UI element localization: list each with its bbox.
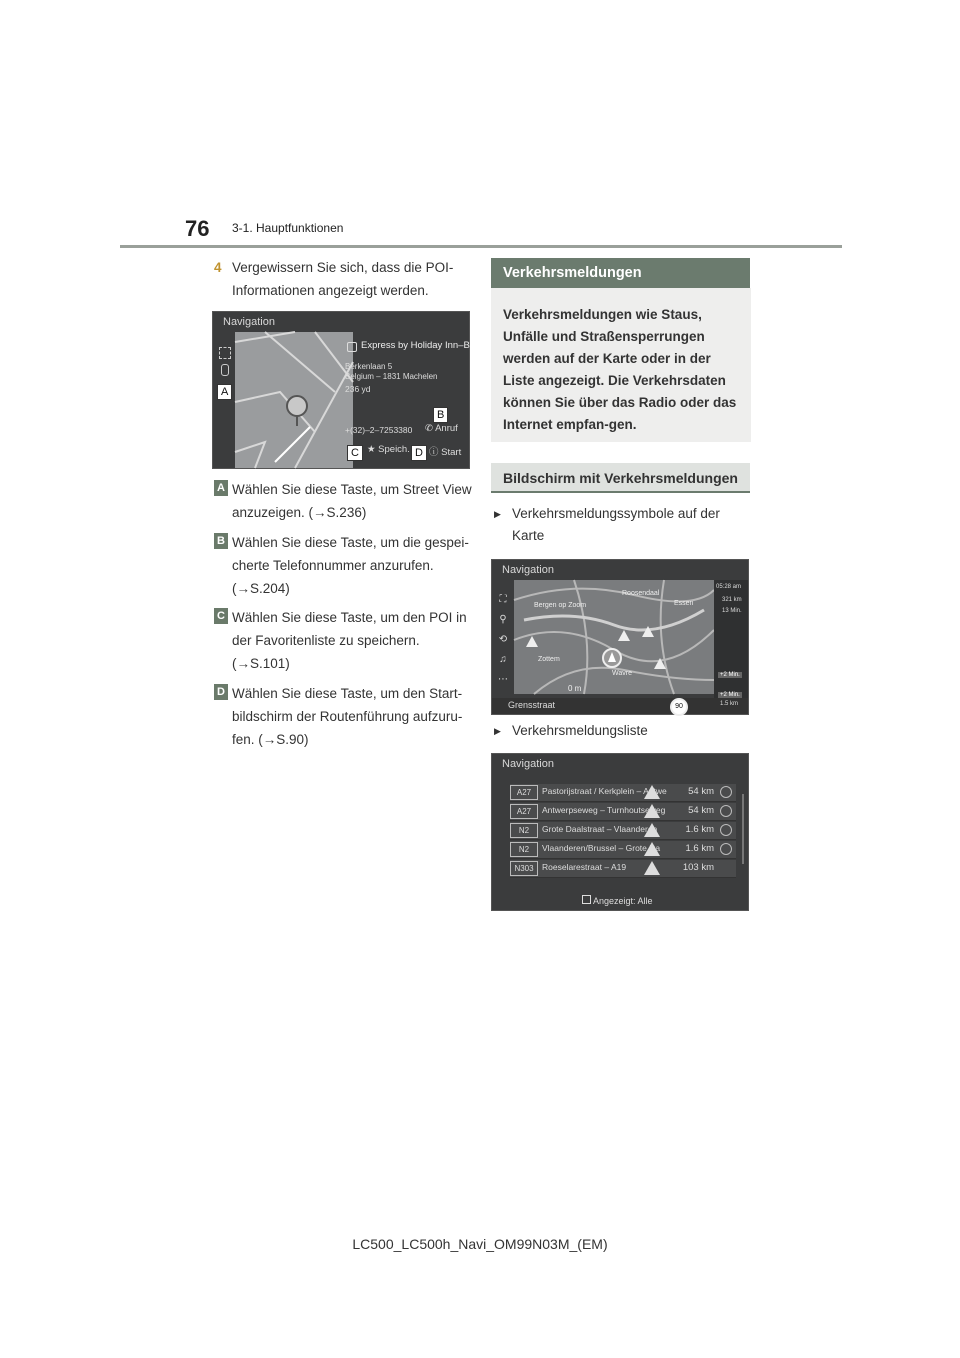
- bullet-map-text: Verkehrsmeldungssymbole auf der Karte: [512, 506, 720, 543]
- save-label: Speich.: [378, 444, 410, 455]
- route-name: Roeselarestraat – A19: [542, 862, 627, 872]
- poi-map: [235, 332, 353, 468]
- warning-icon: [644, 804, 660, 818]
- step-4: [214, 256, 464, 302]
- footer-code: LC500_LC500h_Navi_OM99N03M_(EM): [352, 1236, 608, 1252]
- info-icon: ⓘ: [429, 447, 439, 458]
- poi-icon: [347, 342, 357, 352]
- route-panel: [714, 580, 748, 714]
- list-row[interactable]: [510, 841, 736, 859]
- eta-time: 05:28 am: [716, 584, 742, 590]
- tag-b-wrap: [433, 405, 448, 423]
- list-row[interactable]: [510, 860, 736, 878]
- poi-screen: [212, 311, 470, 469]
- route-distance: 1.6 km: [685, 843, 714, 854]
- tag-c-wrap: [347, 443, 363, 461]
- tag-c: C: [347, 445, 363, 461]
- warning-icon: [644, 823, 660, 837]
- phone-number: +(32)–2–7253380: [345, 425, 413, 435]
- road-badge: N303: [510, 861, 538, 876]
- tag-d-wrap: [411, 443, 427, 461]
- bullet-map: [494, 503, 734, 547]
- street-view-button[interactable]: [217, 382, 232, 400]
- badge-a: A: [214, 480, 228, 496]
- desc-a-text: Wählen Sie diese Taste, um Street View anzuzeigen. (→S.236): [232, 482, 472, 520]
- call-label: Anruf: [435, 423, 458, 434]
- route-name: Vlaanderen/Brussel – Grote Da: [542, 843, 661, 853]
- poi-info: [343, 332, 469, 468]
- bullet-list: [494, 720, 734, 742]
- road-badge: A27: [510, 804, 538, 819]
- route-name: Antwerpseweg – Turnhoutseweg: [542, 805, 666, 815]
- fullscreen-icon[interactable]: ⛶: [499, 594, 507, 605]
- warning-icon: [526, 636, 538, 647]
- badge-b: B: [214, 533, 228, 549]
- desc-d-text: Wählen Sie diese Taste, um den Start-bildschirm der Routenführung aufzuru-fen. (→S.90): [232, 686, 463, 747]
- bullet-icon: ▶: [494, 726, 501, 736]
- warning-icon: [618, 630, 630, 641]
- volume-icon[interactable]: ♫: [499, 654, 507, 665]
- remaining-distance: 321 km: [722, 597, 742, 603]
- route-icon[interactable]: ⟲: [498, 634, 508, 645]
- address-line2: Belgium – 1831 Machelen: [345, 372, 438, 381]
- list-row[interactable]: [510, 784, 736, 802]
- warning-icon: [644, 842, 660, 856]
- direction-icon: [720, 843, 732, 855]
- map-tools: [496, 590, 510, 690]
- traffic-list-screen: [491, 753, 749, 911]
- box-text: Verkehrsmeldungen wie Staus, Unfälle und Straßensperrungen werden auf der Karte oder in der Liste angezeigt. Die Verkehrsdaten können Sie über das Radio oder das Internet empfan-gen.: [491, 288, 751, 442]
- place-3: Bergen op Zoom: [534, 602, 587, 609]
- warning-icon: [654, 658, 666, 669]
- route-distance: 54 km: [688, 786, 714, 797]
- traffic-map-screen: [491, 559, 749, 715]
- desc-c: [214, 606, 474, 675]
- delay-2: +2 Min.: [720, 692, 740, 698]
- star-icon: ★: [367, 444, 376, 455]
- poi-distance: 236 yd: [345, 384, 371, 394]
- address-line1: Berkenlaan 5: [345, 362, 393, 371]
- road-badge: N2: [510, 823, 538, 838]
- desc-c-text: Wählen Sie diese Taste, um den POI in der Favoritenliste zu speichern. (→S.101): [232, 610, 467, 671]
- place-2: Essen: [674, 600, 694, 607]
- warning-icon: [644, 861, 660, 875]
- place-1: Roosendaal: [622, 590, 660, 597]
- place-4: Zottem: [538, 656, 560, 663]
- filter-button[interactable]: [582, 895, 653, 906]
- bullet-list-text: Verkehrsmeldungsliste: [512, 723, 648, 738]
- warning-icon: [642, 626, 654, 637]
- place-5: Wavre: [612, 670, 632, 677]
- badge-d: D: [214, 684, 228, 700]
- desc-a: [214, 478, 474, 524]
- speed-limit: 90: [670, 698, 688, 716]
- subheading: Bildschirm mit Verkehrsmeldungen: [491, 463, 750, 493]
- remaining-time: 13 Min.: [722, 608, 742, 614]
- desc-b: [214, 531, 474, 600]
- filter-label: Angezeigt: Alle: [593, 896, 653, 906]
- more-icon[interactable]: ⋯: [498, 674, 508, 685]
- step-text: Vergewissern Sie sich, dass die POI-Informationen angezeigt werden.: [232, 260, 454, 298]
- street-name: Grensstraat: [508, 700, 556, 710]
- route-name: Grote Daalstraat – Vlaanderen: [542, 824, 658, 834]
- mic-icon[interactable]: [221, 364, 229, 376]
- call-button[interactable]: ✆ Anruf: [425, 423, 458, 434]
- list-row[interactable]: [510, 803, 736, 821]
- map-title: Navigation: [502, 564, 554, 576]
- filter-icon: [582, 895, 591, 904]
- bullet-icon: ▶: [494, 509, 501, 519]
- route-name: Pastorijstraat / Kerkplein – Antwe: [542, 786, 667, 796]
- warning-icon: [644, 785, 660, 799]
- direction-icon: [720, 786, 732, 798]
- list-row[interactable]: [510, 822, 736, 840]
- save-button[interactable]: [367, 444, 410, 455]
- screen-title: Navigation: [223, 316, 275, 328]
- road-badge: A27: [510, 785, 538, 800]
- bottom-distance: 1.5 km: [720, 701, 739, 707]
- list-title: Navigation: [502, 758, 554, 770]
- search-icon[interactable]: ⚲: [499, 614, 507, 625]
- tag-b: B: [433, 407, 448, 423]
- scrollbar[interactable]: [742, 794, 744, 864]
- fullscreen-icon[interactable]: [219, 347, 231, 359]
- header-divider: [120, 245, 842, 248]
- page-number: 76: [185, 216, 210, 241]
- scale-label: 0 m: [568, 684, 582, 693]
- start-button[interactable]: [429, 444, 461, 458]
- route-distance: 1.6 km: [685, 824, 714, 835]
- poi-name: Express by Holiday Inn–B: [361, 340, 470, 351]
- badge-c: C: [214, 608, 228, 624]
- street-bar: [492, 698, 748, 714]
- route-distance: 103 km: [682, 862, 714, 873]
- tag-d: D: [411, 445, 427, 461]
- box-title: Verkehrsmeldungen: [491, 258, 750, 288]
- desc-b-text: Wählen Sie diese Taste, um die gespei-cherte Telefonnummer anzurufen. (→S.204): [232, 535, 469, 596]
- desc-d: [214, 682, 474, 751]
- direction-icon: [720, 824, 732, 836]
- route-distance: 54 km: [688, 805, 714, 816]
- road-badge: N2: [510, 842, 538, 857]
- direction-icon: [720, 805, 732, 817]
- section-title: 3-1. Hauptfunktionen: [232, 221, 344, 235]
- start-label: Start: [441, 447, 462, 458]
- tag-a: A: [217, 384, 232, 400]
- step-number: 4: [214, 260, 222, 275]
- delay-1: +2 Min.: [720, 672, 740, 678]
